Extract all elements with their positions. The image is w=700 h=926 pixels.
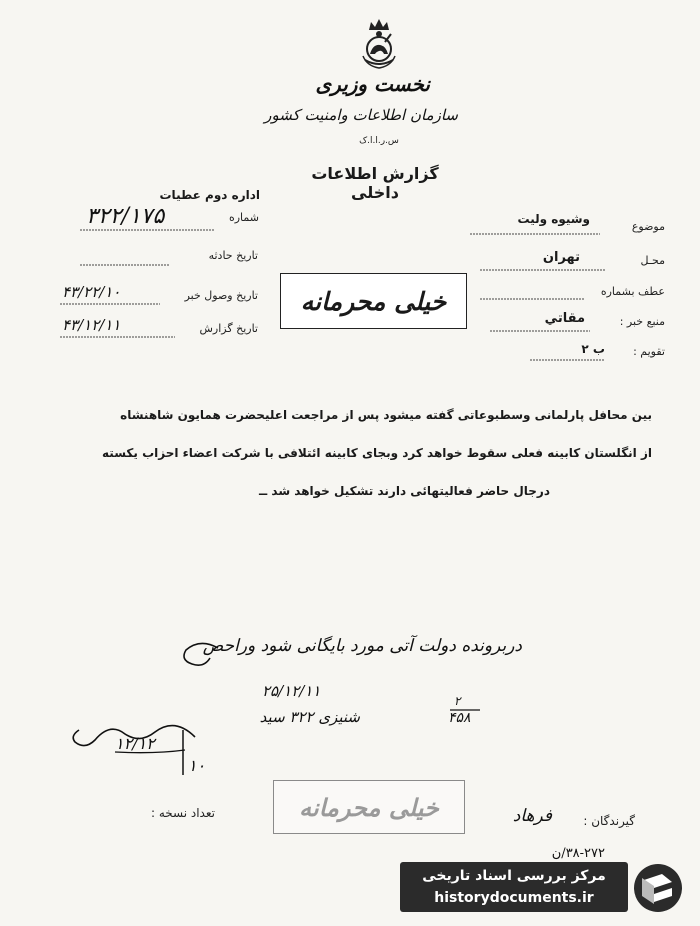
rating-value: ب ۲	[581, 342, 605, 356]
rating-underline	[530, 358, 605, 362]
handwritten-number: ۱۰	[188, 756, 206, 775]
recipients-label: گیرندگان :	[583, 814, 635, 828]
reference-label: عطف بشماره	[600, 285, 665, 298]
source-underline	[490, 329, 590, 333]
subject-label: موضوع	[631, 220, 665, 233]
location-value: تهران	[542, 250, 580, 265]
location-underline	[480, 268, 605, 272]
report-date-value: ۴۳/۱۲/۱۱	[62, 316, 121, 334]
watermark-banner	[400, 862, 628, 912]
handwritten-right-date: ۱۲/۱۲	[115, 734, 155, 753]
handwritten-code: ۴۵۸	[448, 710, 471, 726]
watermark-url: historydocuments.ir	[434, 890, 594, 906]
report-title: گزارش اطلاعات داخلی	[311, 164, 439, 202]
recipient-signature: فرهاد	[512, 806, 552, 826]
handwritten-right-note: شنیزی ۳۲۲ سید	[259, 708, 360, 726]
reference-underline	[480, 297, 585, 301]
department-name: اداره دوم عطیات	[159, 188, 260, 202]
copies-label: تعداد نسخه :	[150, 806, 215, 820]
handwritten-small-number: ۲	[454, 694, 461, 708]
classification-stamp: خیلی محرمانه	[280, 273, 467, 329]
organization-code: س.ر.ا.ا.ک	[359, 136, 399, 146]
location-label: محـل	[640, 254, 665, 267]
number-value: ۳۲۲/۱۷۵	[86, 204, 165, 229]
body-line-2: از انگلستان کابینه فعلی سقوط خواهد کرد وبجای کابینه ائتلافی با شرکت اعضاء احزاب یکسته	[102, 446, 652, 460]
watermark-title: مرکز بررسی اسناد تاریخی	[422, 868, 606, 884]
handwritten-flourish-icon	[180, 640, 220, 670]
vertical-pen-stroke	[180, 730, 186, 775]
handwritten-note-date: ۲۵/۱۲/۱۱	[262, 682, 321, 700]
number-underline	[80, 228, 215, 232]
received-date-value: ۴۳/۲۲/۱۰	[62, 283, 121, 301]
organization-name: سازمان اطلاعات وامنیت کشور	[264, 106, 458, 124]
received-date-label: تاریخ وصول خبر	[184, 289, 258, 302]
report-date-underline	[60, 335, 175, 339]
received-date-underline	[60, 302, 160, 306]
source-value: مقاتي	[544, 311, 585, 326]
event-date-underline	[80, 263, 170, 267]
faded-classification-stamp: خیلی محرمانه	[273, 780, 465, 834]
office-title: نخست وزیری	[315, 72, 430, 96]
handwritten-filing-note: دربرونده دولت آتی مورد بایگانی شود وراحص	[202, 636, 522, 656]
report-date-label: تاریخ گزارش	[199, 322, 258, 335]
subject-value: وشیوه ولیت	[517, 212, 590, 226]
file-code: ۳۸-۲۷۲/ن	[551, 846, 605, 861]
subject-underline	[470, 232, 600, 236]
lion-and-sun-emblem-icon	[355, 16, 403, 72]
body-line-1: بین محافل پارلمانی وسطبوعاتی گفته میشود پس از مراجعت اعلیحضرت همایون شاهنشاه	[120, 408, 652, 422]
source-label: منبع خبر :	[619, 315, 665, 328]
number-label: شماره	[228, 211, 259, 224]
body-line-3: درجال حاضر فعالیتهائی دارند تشکیل خواهد شد ــ	[259, 484, 550, 498]
archive-logo-icon	[632, 862, 684, 914]
rating-label: تقویم :	[633, 345, 665, 358]
event-date-label: تاریخ حادثه	[208, 249, 258, 262]
